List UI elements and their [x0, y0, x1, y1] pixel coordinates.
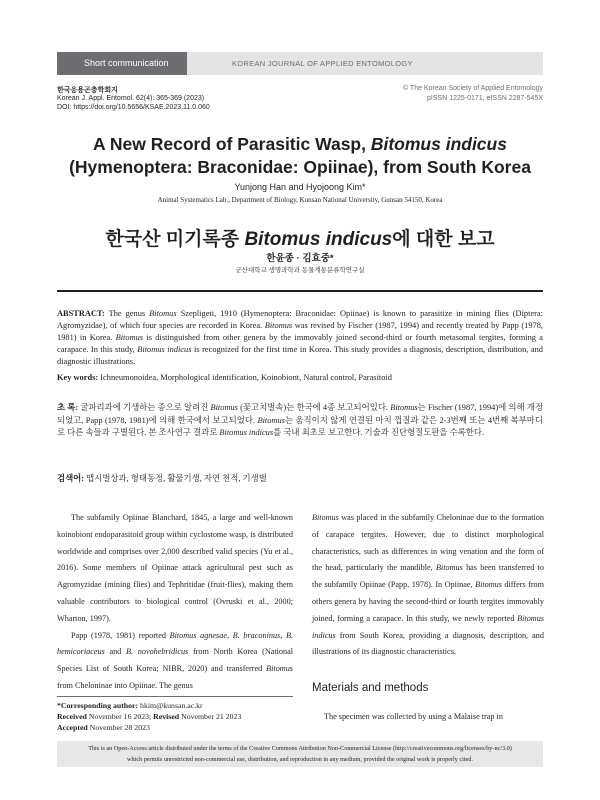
- authors: Yunjong Han and Hyojoong Kim*: [234, 182, 366, 192]
- body-column-left: [57, 510, 293, 695]
- genus-name: Bitomus: [312, 513, 339, 522]
- text: from Cheloninae into Opiinae. The genus: [57, 680, 193, 690]
- species-name: Bitomus indicus: [312, 613, 544, 640]
- accepted-label: Accepted: [57, 723, 88, 732]
- abstract-genus: Bitomus: [115, 333, 144, 342]
- issn: pISSN 1225-0171, eISSN 2287-545X: [427, 95, 543, 102]
- ko-abstract-text: 를 국내 최초로 보고한다. 기술과 진단형질도판을 수록한다.: [273, 428, 485, 437]
- abstract-text: was revised by Fischer (1987, 1994) and recently treated by Papp (1978, 1981) in Korea.: [57, 321, 543, 342]
- species-name: B. novohebridicus: [126, 647, 189, 657]
- revised-label: Revised: [153, 712, 180, 721]
- ko-abstract-genus: Bitomus: [210, 403, 238, 412]
- text: from South Korea, providing a diagnosis, description, and illustrations of its diagnostic characteristics.: [312, 630, 544, 657]
- corresponding-author: [57, 700, 203, 711]
- keywords-label: Key words:: [57, 373, 99, 382]
- body-column-right: [312, 510, 544, 661]
- license-line-2: which permits unrestricted non-commercial use, distribution, and reproduction in any medium, provided the original work is properly cited.: [127, 756, 473, 763]
- accepted: [57, 722, 150, 733]
- title-species: Bitomus indicus: [370, 134, 507, 154]
- section-heading-methods: Materials and methods: [312, 682, 429, 694]
- abstract-text: Szepligeti, 1910 (Hymenoptera: Braconidae: Opiinae) is known to parasitize in mining flies (Diptera: Agromyzidae), of which four species are recorded in Korea.: [57, 309, 543, 330]
- article-title-line-1: [0, 134, 600, 155]
- license-line-1: This is an Open-Access article distributed under the terms of the Creative Commons Attribution Non-Commercial License (http://creativecommons.org/licenses/by-nc/3.0): [88, 745, 512, 752]
- keywords-text: Ichneumonoidea, Morphological identification, Koinobiont, Natural control, Parasitoid: [98, 373, 392, 382]
- text: was placed in the subfamily Cheloninae due to the formation of carapace tergites. However, due to distinct morphological characteristics, such as differences in wing venation and the form of the head, particularly the mandible,: [312, 513, 544, 573]
- abstract: [57, 308, 543, 368]
- ko-title-pre: 한국산 미기록종: [105, 229, 245, 250]
- korean-title: [0, 224, 600, 251]
- genus-name: Bitomus: [266, 664, 293, 674]
- corr-label: *Corresponding author:: [57, 701, 139, 710]
- abstract-genus: Bitomus: [149, 309, 177, 318]
- revised-date: November 21 2023: [179, 712, 242, 721]
- text: from North Korea (National Species List of South Korea; NIBR, 2020) and transferred: [57, 647, 294, 674]
- body-paragraph: [57, 628, 293, 695]
- text: Papp (1978, 1981) reported: [71, 630, 170, 640]
- korean-abstract: [57, 402, 543, 440]
- abstract-text: is recognized for the first time in Korea. This study provides a diagnosis, description, distribution, and diagnostic illustrations.: [57, 345, 543, 366]
- methods-paragraph: The specimen was collected by using a Malaise trap in: [324, 712, 503, 721]
- doi-link[interactable]: DOI: https://doi.org/10.5656/KSAE.2023.11.0.060: [57, 104, 210, 111]
- affiliation: Animal Systematics Lab., Department of Biology, Kunsan National University, Gunsan 54150, Korea: [157, 196, 443, 204]
- text: differs from others genera by having the second-third or fourth tergites immovably joined, forming a carapace. In this study, we newly reported: [312, 580, 545, 623]
- accepted-date: November 28 2023: [87, 723, 150, 732]
- abstract-genus: Bitomus: [264, 321, 293, 330]
- ko-abstract-genus: Bitomus: [390, 403, 418, 412]
- ko-abstract-genus: Bitomus: [257, 415, 285, 425]
- ko-keywords-label: 검색어:: [57, 474, 85, 483]
- corr-email[interactable]: hkim@kunsan.ac.kr: [138, 701, 203, 710]
- keywords: [57, 372, 543, 384]
- ko-abstract-species: Bitomus indicus: [219, 428, 274, 437]
- korean-keywords: [57, 473, 543, 485]
- journal-name: KOREAN JOURNAL OF APPLIED ENTOMOLOGY: [232, 59, 413, 68]
- species-names: Bitomus agnesae, B. braconinus, B. hemicoriaceus: [57, 630, 294, 657]
- ko-abstract-label: 초 록:: [57, 403, 79, 412]
- ko-abstract-text: 는 Fischer (1987, 1994)에 의해 개정되었고, Papp (1978, 1981)에 의해 한국에서 보고되었다.: [57, 403, 543, 425]
- ko-keywords-text: 맵시벌상과, 형태동정, 활물기생, 자연 천적, 기생벌: [84, 474, 267, 483]
- section-tab: Short communication: [57, 52, 187, 75]
- genus-name: Bitomus: [475, 580, 502, 590]
- text: and: [104, 647, 126, 657]
- korean-authors: 한윤종 · 김효중*: [266, 253, 334, 264]
- article-title-line-2: (Hymenoptera: Braconidae: Opiinae), from South Korea: [69, 157, 531, 177]
- citation: Korean J. Appl. Entomol. 62(4): 365-369 (2023): [57, 95, 205, 102]
- genus-name: Bitomus: [435, 563, 463, 573]
- copyright: © The Korean Society of Applied Entomology: [402, 85, 543, 92]
- footnote-divider: [57, 696, 293, 697]
- abstract-text: is distinguished from other genera by the immovably joined second-third or fourth metasomal tergites, forming a carapace. In this study,: [57, 333, 543, 354]
- received-date: November 16 2023;: [86, 712, 154, 721]
- divider: [57, 290, 543, 292]
- ko-abstract-text: (꽃고치벌속)는 한국에 4종 보고되어있다.: [237, 403, 391, 412]
- received-label: Received: [57, 712, 87, 721]
- received-revised: [57, 711, 241, 722]
- ko-title-species: Bitomus indicus: [244, 229, 393, 250]
- title-text: A New Record of Parasitic Wasp,: [93, 134, 371, 154]
- ko-title-post: 에 대한 보고: [392, 229, 495, 250]
- korean-journal-name: 한국응용곤충학회지: [57, 87, 118, 94]
- ko-abstract-text: 굴파리과에 기생하는 종으로 알려진: [78, 403, 211, 412]
- korean-affiliation: 군산대학교 생명과학과 동물계통분류학연구실: [235, 267, 365, 274]
- license-box: [57, 741, 543, 767]
- abstract-text: The genus: [104, 309, 150, 318]
- abstract-species: Bitomus indicus: [137, 345, 192, 354]
- text: has been transferred to the subfamily Opiinae (Papp, 1978). In Opiinae,: [312, 563, 544, 590]
- body-paragraph: The subfamily Opiinae Blanchard, 1845, a large and well-known koinobiont endoparasitoid group within cyclostome wasp, is distributed worldwide and comprises over 2,000 described valid species (Yu et al., 2016). Some members of Opiinae attack agricultural pest such as Agromyzidae (mining flies) and Tephritidae (fruit-flies), making them valuable contributors to biological control (Ovruski et al., 2000; Wharton, 1997).: [57, 513, 293, 623]
- ko-abstract-text: 는 움직이지 않게 연결된 마치 껍질과 같은 2-3번째 또는 4번째 복부마디로 다른 속들과 구별된다. 본 조사연구 결과로: [57, 415, 543, 437]
- abstract-label: ABSTRACT:: [57, 309, 105, 318]
